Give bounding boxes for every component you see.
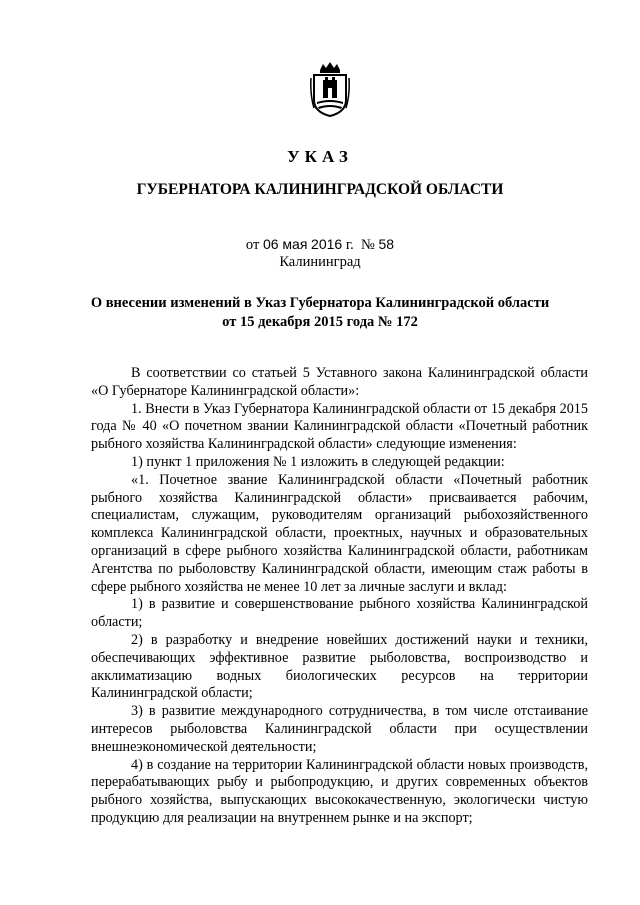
decree-body bbox=[91, 365, 588, 828]
subject-line-1: О внесении изменений в Указ Губернатора Калининградской области bbox=[90, 295, 550, 311]
subject-line-2: от 15 декабря 2015 года № 172 bbox=[222, 314, 418, 330]
date-prefix: от bbox=[245, 237, 260, 253]
city-name: Калининград bbox=[279, 254, 361, 270]
number-sign: № bbox=[361, 237, 375, 253]
paragraph-quoted-point-1: «1. Почетное звание Калининградской области «Почетный работник рыбного хозяйства Калининградской области» присваивается рабочим, специалистам, служащим, руководителям организаций рыбохозяйственного комплекса Калининградской области, проектных, научных и образовательных организаций в сфере рыбного хозяйства Калининградской области, работникам Агентства по рыболовству Калининградской области, имеющим стаж работы в сфере рыбного хозяйства не менее 10 лет за личные заслуги и вклад: bbox=[91, 471, 588, 595]
decree-subject bbox=[80, 294, 560, 332]
paragraph-merit-2: 2) в разработку и внедрение новейших достижений науки и техники, обеспечивающих эффективное развитие рыболовства, воспроизводство и акклиматизацию водных биологических ресурсов на территории Калининградской области; bbox=[91, 631, 588, 702]
decree-number: 58 bbox=[378, 236, 395, 252]
paragraph-merit-4: 4) в создание на территории Калининградской области новых производств, перерабатывающих рыбу и рыбопродукцию, и других современных объектов рыбного хозяйства, выпускающих высококачественную, экологически чистую продукцию для реализации на внутреннем рынке и на экспорт; bbox=[91, 756, 588, 826]
decree-date-line bbox=[0, 236, 640, 254]
year-suffix: г. bbox=[345, 237, 354, 253]
coat-of-arms-emblem bbox=[310, 60, 350, 118]
decree-year: 2016 bbox=[311, 236, 343, 252]
paragraph-subitem-1: 1) пункт 1 приложения № 1 изложить в следующей редакции: bbox=[131, 453, 505, 470]
issuer-title: ГУБЕРНАТОРА КАЛИНИНГРАДСКОЙ ОБЛАСТИ bbox=[136, 181, 504, 198]
document-type-title: УКАЗ bbox=[287, 147, 353, 166]
paragraph-preamble: В соответствии со статьей 5 Уставного закона Калининградской области «О Губернаторе Калининградской области»: bbox=[91, 365, 588, 399]
paragraph-item-1: 1. Внести в Указ Губернатора Калининградской области от 15 декабря 2015 года № 40 «О почетном звании Калининградской области «Почетный работник рыбного хозяйства Калининградской области» следующие изменения: bbox=[91, 400, 588, 453]
paragraph-merit-3: 3) в развитие международного сотрудничества, в том числе отстаивание интересов рыболовства Калининградской области при осуществлении внешнеэкономической деятельности; bbox=[91, 703, 588, 755]
decree-date: 06 мая bbox=[262, 236, 308, 252]
paragraph-merit-1: 1) в развитие и совершенствование рыбного хозяйства Калининградской области; bbox=[91, 596, 588, 631]
